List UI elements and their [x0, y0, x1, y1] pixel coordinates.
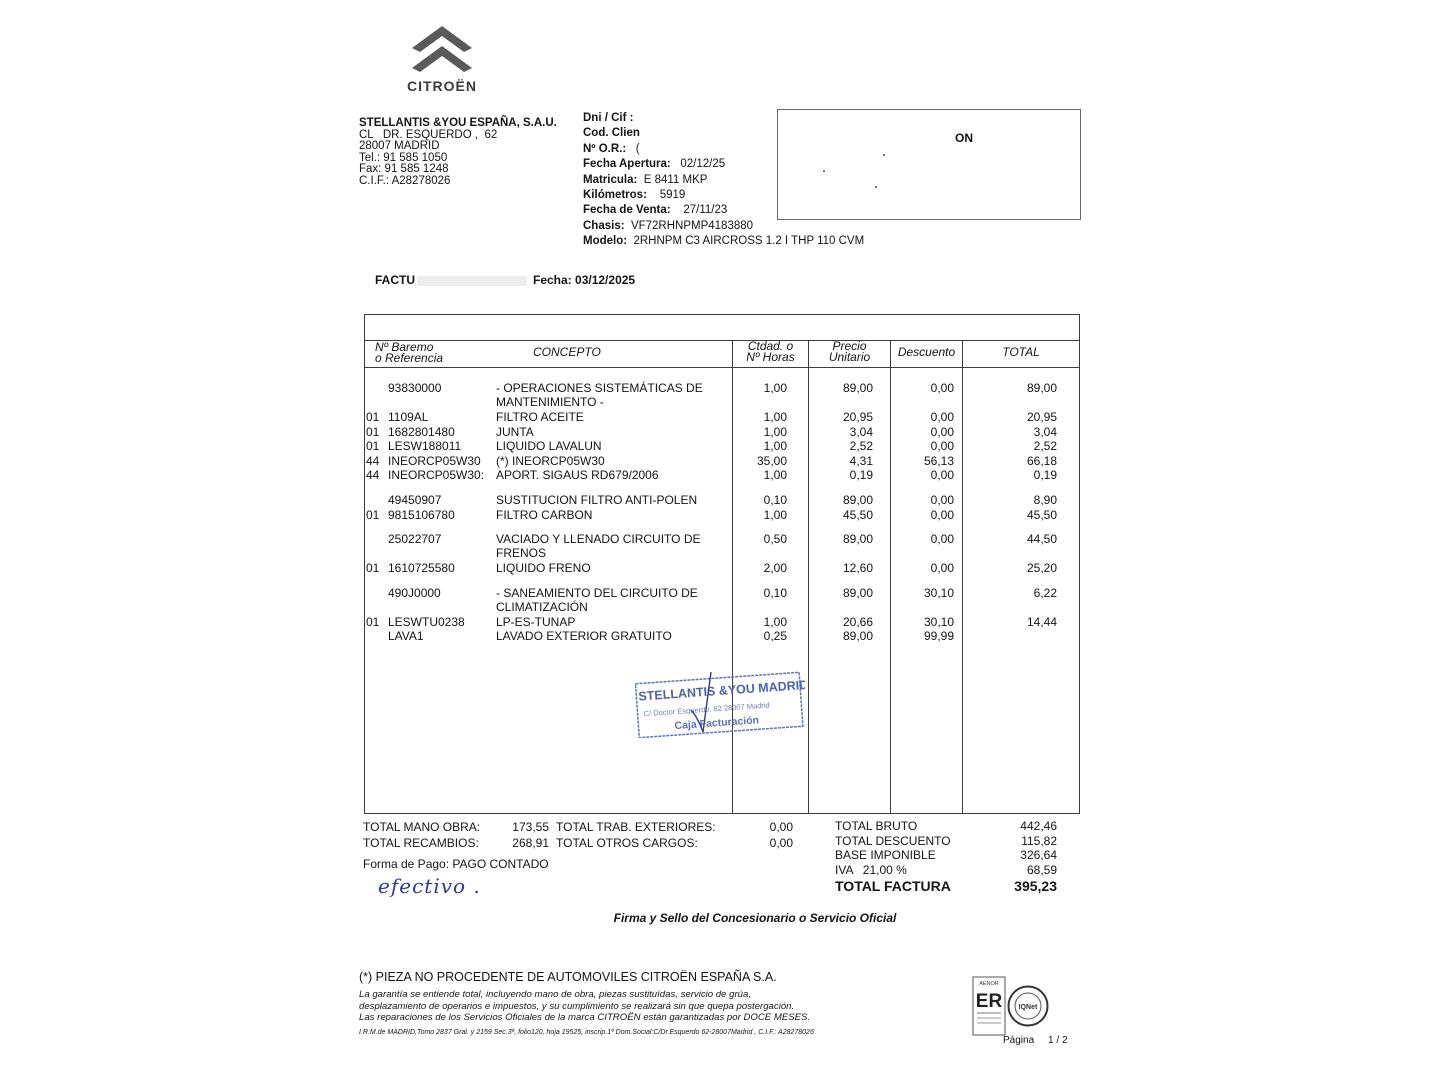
total-factura-value: 395,23: [1014, 878, 1057, 895]
row-reference: LESW188011: [388, 439, 462, 453]
bruto-value: 442,46: [1020, 819, 1057, 833]
line-items-table: [364, 314, 1080, 814]
company-address2: 28007 MADRID: [359, 140, 440, 153]
row-discount: 0,00: [930, 493, 954, 507]
footer-note: (*) PIEZA NO PROCEDENTE DE AUTOMOVILES CITROËN ESPAÑA S.A.: [359, 970, 777, 984]
row-unit-price: 89,00: [842, 493, 873, 507]
row-concepto: (*) INEORCP05W30: [496, 454, 605, 468]
matricula-label: Matricula:: [583, 173, 638, 186]
recambios-label: TOTAL RECAMBIOS:: [363, 835, 479, 850]
col-divider: [962, 340, 963, 813]
row-reference: 49450907: [388, 493, 442, 507]
row-code: 44: [366, 468, 380, 482]
or-label: Nº O.R.:: [583, 142, 627, 155]
payment-method: [363, 857, 549, 871]
row-quantity: 1,00: [763, 508, 787, 522]
row-quantity: 1,00: [763, 439, 787, 453]
invoice-date: 03/12/2025: [575, 273, 636, 287]
matricula-value: E 8411 MKP: [643, 173, 708, 186]
row-unit-price: 3,04: [849, 425, 873, 439]
row-code: 01: [366, 425, 380, 439]
totals-left: [363, 820, 803, 851]
row-quantity: 1,00: [763, 615, 787, 629]
guarantee-line2: desplazamiento de operarios e impuestos, y su cumplimiento se realizará sin que quepa postergación.: [359, 1000, 795, 1012]
company-fax: Fax: 91 585 1248: [359, 163, 449, 176]
row-unit-price: 89,00: [842, 381, 873, 395]
header-discount: Descuento: [897, 345, 956, 359]
header-pu-line1: Precio: [832, 339, 867, 353]
iqnet-certification-logo: [1007, 985, 1049, 1027]
base-label: BASE IMPONIBLE: [835, 848, 936, 863]
row-concepto: FILTRO ACEITE: [496, 410, 584, 424]
row-total: 6,22: [1033, 586, 1057, 600]
header-ref-line1: Nº Baremo: [375, 340, 434, 354]
stamp-line1: STELLANTIS &YOU MADRID: [637, 677, 805, 704]
row-concepto: FILTRO CARBON: [496, 508, 593, 522]
dni-label: Dni / Cif :: [583, 112, 634, 124]
modelo-label: Modelo:: [583, 235, 628, 248]
row-unit-price: 2,52: [849, 439, 873, 453]
row-total: 8,90: [1033, 493, 1057, 507]
row-code: 01: [366, 615, 380, 629]
aenor-text: AENOR: [979, 981, 999, 987]
totals-right: [835, 819, 1057, 895]
header-quantity: [733, 341, 808, 363]
pagination: [1003, 1035, 1068, 1046]
stamp-line3: Caja Facturación: [674, 714, 760, 733]
invoice-date-label: Fecha:: [533, 273, 572, 287]
page-label: Página: [1003, 1035, 1035, 1046]
row-discount: 0,00: [930, 468, 954, 482]
mano-obra-label: TOTAL MANO OBRA:: [363, 820, 481, 834]
apertura-label: Fecha Apertura:: [583, 158, 671, 171]
row-code: 01: [366, 561, 380, 575]
row-discount: 0,00: [930, 561, 954, 575]
row-total: 0,19: [1033, 468, 1057, 482]
row-total: 14,44: [1026, 615, 1057, 629]
row-unit-price: 89,00: [842, 532, 873, 546]
redaction-dot: [883, 154, 885, 156]
company-stamp: [633, 666, 805, 738]
legal-registry: I.R.M.de MADRID,Tomo 2837 Gral. y 2159 Sec.3ª, folio120, hoja 19525, inscrip.1ª Dom.Social:C/Dr.Esquerdo 62-28007Madrid , C.I.F.: A28278026: [359, 1028, 814, 1036]
row-unit-price: 20,66: [842, 615, 873, 629]
row-unit-price: 0,19: [849, 468, 873, 482]
row-quantity: 1,00: [763, 425, 787, 439]
aenor-er-icon: [972, 976, 1006, 1038]
or-value: (: [635, 142, 640, 155]
trab-ext-value: 0,00: [769, 820, 793, 834]
header-qty-line2: Nº Horas: [746, 350, 795, 364]
payment-value: PAGO CONTADO: [452, 857, 549, 871]
row-unit-price: 89,00: [842, 629, 873, 643]
header-reference: [375, 342, 443, 364]
row-total: 44,50: [1026, 532, 1057, 546]
aenor-certification-logo: [972, 976, 1006, 1038]
row-quantity: 2,00: [763, 561, 787, 575]
citroen-logo: [392, 22, 492, 97]
chasis-value: VF72RHNPMP4183880: [630, 219, 754, 232]
citroen-chevrons-icon: [392, 22, 492, 78]
row-quantity: 1,00: [763, 381, 787, 395]
row-reference: 1610725580: [388, 561, 455, 575]
address-fragment: ON: [955, 131, 973, 145]
row-discount: 99,99: [923, 629, 954, 643]
header-pu-line2: Unitario: [828, 350, 871, 364]
base-value: 326,64: [1020, 848, 1057, 863]
row-quantity: 0,10: [763, 493, 787, 507]
row-concepto: LP-ES-TUNAP: [496, 615, 576, 629]
row-discount: 0,00: [930, 508, 954, 522]
row-concepto: JUNTA: [496, 425, 534, 439]
row-quantity: 35,00: [756, 454, 787, 468]
row-code: 01: [366, 508, 380, 522]
row-quantity: 1,00: [763, 410, 787, 424]
recambios-value: 268,91: [512, 835, 549, 850]
row-concepto: APORT. SIGAUS RD679/2006: [496, 468, 659, 482]
er-text: ER: [975, 991, 1003, 1012]
stamp-line2: C/ Doctor Esquerdo, 62 28007 Madrid: [643, 700, 770, 719]
header-total: TOTAL: [1002, 345, 1040, 359]
header-top-rule: [365, 340, 1079, 341]
row-reference: INEORCP05W30:: [388, 468, 485, 482]
row-total: 3,04: [1033, 425, 1057, 439]
row-reference: LESWTU0238: [388, 615, 465, 629]
row-unit-price: 12,60: [842, 561, 873, 575]
company-tel: Tel.: 91 585 1050: [359, 151, 448, 164]
row-total: 89,00: [1026, 381, 1057, 395]
row-total: 2,52: [1033, 439, 1057, 453]
row-reference: 1109AL: [388, 410, 429, 424]
row-discount: 30,10: [923, 615, 954, 629]
invoice-header: [375, 273, 635, 287]
venta-value: 27/11/23: [683, 204, 728, 217]
venta-label: Fecha de Venta:: [583, 204, 671, 217]
row-reference: 490J0000: [388, 586, 441, 600]
iqnet-seal-icon: [1007, 985, 1049, 1027]
redacted-invoice-number: [417, 276, 527, 286]
row-unit-price: 45,50: [842, 508, 873, 522]
guarantee-line1: La garantía se entiende total, incluyendo mano de obra, piezas sustituídas, servicio de grúa,: [359, 989, 751, 1000]
handwritten-note: efectivo .: [378, 874, 481, 898]
total-factura-label: TOTAL FACTURA: [835, 878, 951, 895]
page-number: 1 / 2: [1048, 1035, 1068, 1046]
row-discount: 0,00: [930, 532, 954, 546]
km-label: Kilómetros:: [583, 188, 647, 201]
otros-value: 0,00: [769, 835, 793, 850]
descuento-value: 115,82: [1021, 833, 1057, 848]
client-code-label: Cod. Clien: [583, 127, 640, 140]
bruto-label: TOTAL BRUTO: [835, 819, 918, 833]
company-cif: C.I.F.: A28278026: [359, 174, 451, 187]
row-reference: LAVA1: [388, 629, 424, 643]
row-discount: 0,00: [930, 439, 954, 453]
redaction-dot: [875, 186, 877, 188]
row-discount: 0,00: [930, 410, 954, 424]
header-concepto: CONCEPTO: [533, 345, 601, 359]
row-total: 66,18: [1026, 454, 1057, 468]
row-code: 01: [366, 439, 380, 453]
row-quantity: 0,10: [763, 586, 787, 600]
row-reference: INEORCP05W30: [388, 454, 481, 468]
row-reference: 93830000: [388, 381, 442, 395]
customer-address-box: [777, 109, 1081, 220]
row-unit-price: 89,00: [842, 586, 873, 600]
row-reference: 1682801480: [388, 425, 455, 439]
row-concepto: LAVADO EXTERIOR GRATUITO: [496, 629, 672, 643]
iva-value: 68,59: [1026, 862, 1057, 877]
apertura-value: 02/12/25: [680, 158, 726, 171]
row-concepto: - SANEAMIENTO DEL CIRCUITO DE CLIMATIZACIÓN: [496, 586, 698, 615]
signature-caption: Firma y Sello del Concesionario o Servicio Oficial: [613, 911, 897, 925]
row-concepto: LIQUIDO LAVALUN: [496, 439, 602, 453]
modelo-value: 2RHNPM C3 AIRCROSS 1.2 I THP 110 CVM: [633, 235, 865, 248]
row-reference: 25022707: [388, 532, 442, 546]
mano-obra-value: 173,55: [512, 820, 549, 834]
footer: [359, 970, 814, 1036]
row-discount: 56,13: [923, 454, 954, 468]
row-discount: 30,10: [923, 586, 954, 600]
iqnet-text: IQNet: [1018, 1004, 1038, 1011]
km-value: 5919: [659, 188, 686, 201]
row-concepto: VACIADO Y LLENADO CIRCUITO DE FRENOS: [496, 532, 701, 561]
row-unit-price: 20,95: [842, 410, 873, 424]
redaction-dot: [823, 170, 825, 172]
row-discount: 0,00: [930, 381, 954, 395]
header-bottom-rule: [365, 367, 1079, 368]
iva-label: IVA 21,00 %: [835, 862, 907, 877]
row-concepto: LIQUIDO FRENO: [496, 561, 591, 575]
header-qty-line1: Ctdad. o: [747, 339, 794, 353]
row-quantity: 0,50: [763, 532, 787, 546]
payment-label: Forma de Pago:: [363, 857, 450, 871]
stamp-graphic: [633, 666, 805, 738]
chasis-label: Chasis:: [583, 219, 625, 232]
invoice-label: FACTU: [375, 273, 415, 287]
company-info: [359, 118, 557, 188]
row-total: 25,20: [1026, 561, 1057, 575]
row-quantity: 0,25: [763, 629, 787, 643]
row-total: 20,95: [1026, 410, 1057, 424]
company-address1: CL DR. ESQUERDO , 62: [359, 128, 498, 141]
otros-label: TOTAL OTROS CARGOS:: [556, 835, 698, 850]
row-unit-price: 4,31: [849, 454, 873, 468]
row-discount: 0,00: [930, 425, 954, 439]
row-reference: 9815106780: [388, 508, 455, 522]
row-code: 01: [366, 410, 380, 424]
descuento-label: TOTAL DESCUENTO: [835, 833, 951, 848]
row-concepto: SUSTITUCION FILTRO ANTI-POLEN: [496, 493, 698, 507]
row-concepto: - OPERACIONES SISTEMÁTICAS DE MANTENIMIENTO -: [496, 381, 703, 410]
header-ref-line2: o Referencia: [375, 351, 444, 365]
company-name: STELLANTIS &YOU ESPAÑA, S.A.U.: [359, 117, 557, 129]
guarantee-line3: Las reparaciones de los Servicios Oficiales de la marca CITROËN están garantizadas por DOCE MESES.: [359, 1012, 811, 1023]
row-total: 45,50: [1026, 508, 1057, 522]
header-unit-price: [809, 341, 890, 363]
row-code: 44: [366, 454, 380, 468]
trab-ext-label: TOTAL TRAB. EXTERIORES:: [556, 820, 716, 834]
logo-wordmark: CITROËN: [407, 78, 477, 94]
row-quantity: 1,00: [763, 468, 787, 482]
